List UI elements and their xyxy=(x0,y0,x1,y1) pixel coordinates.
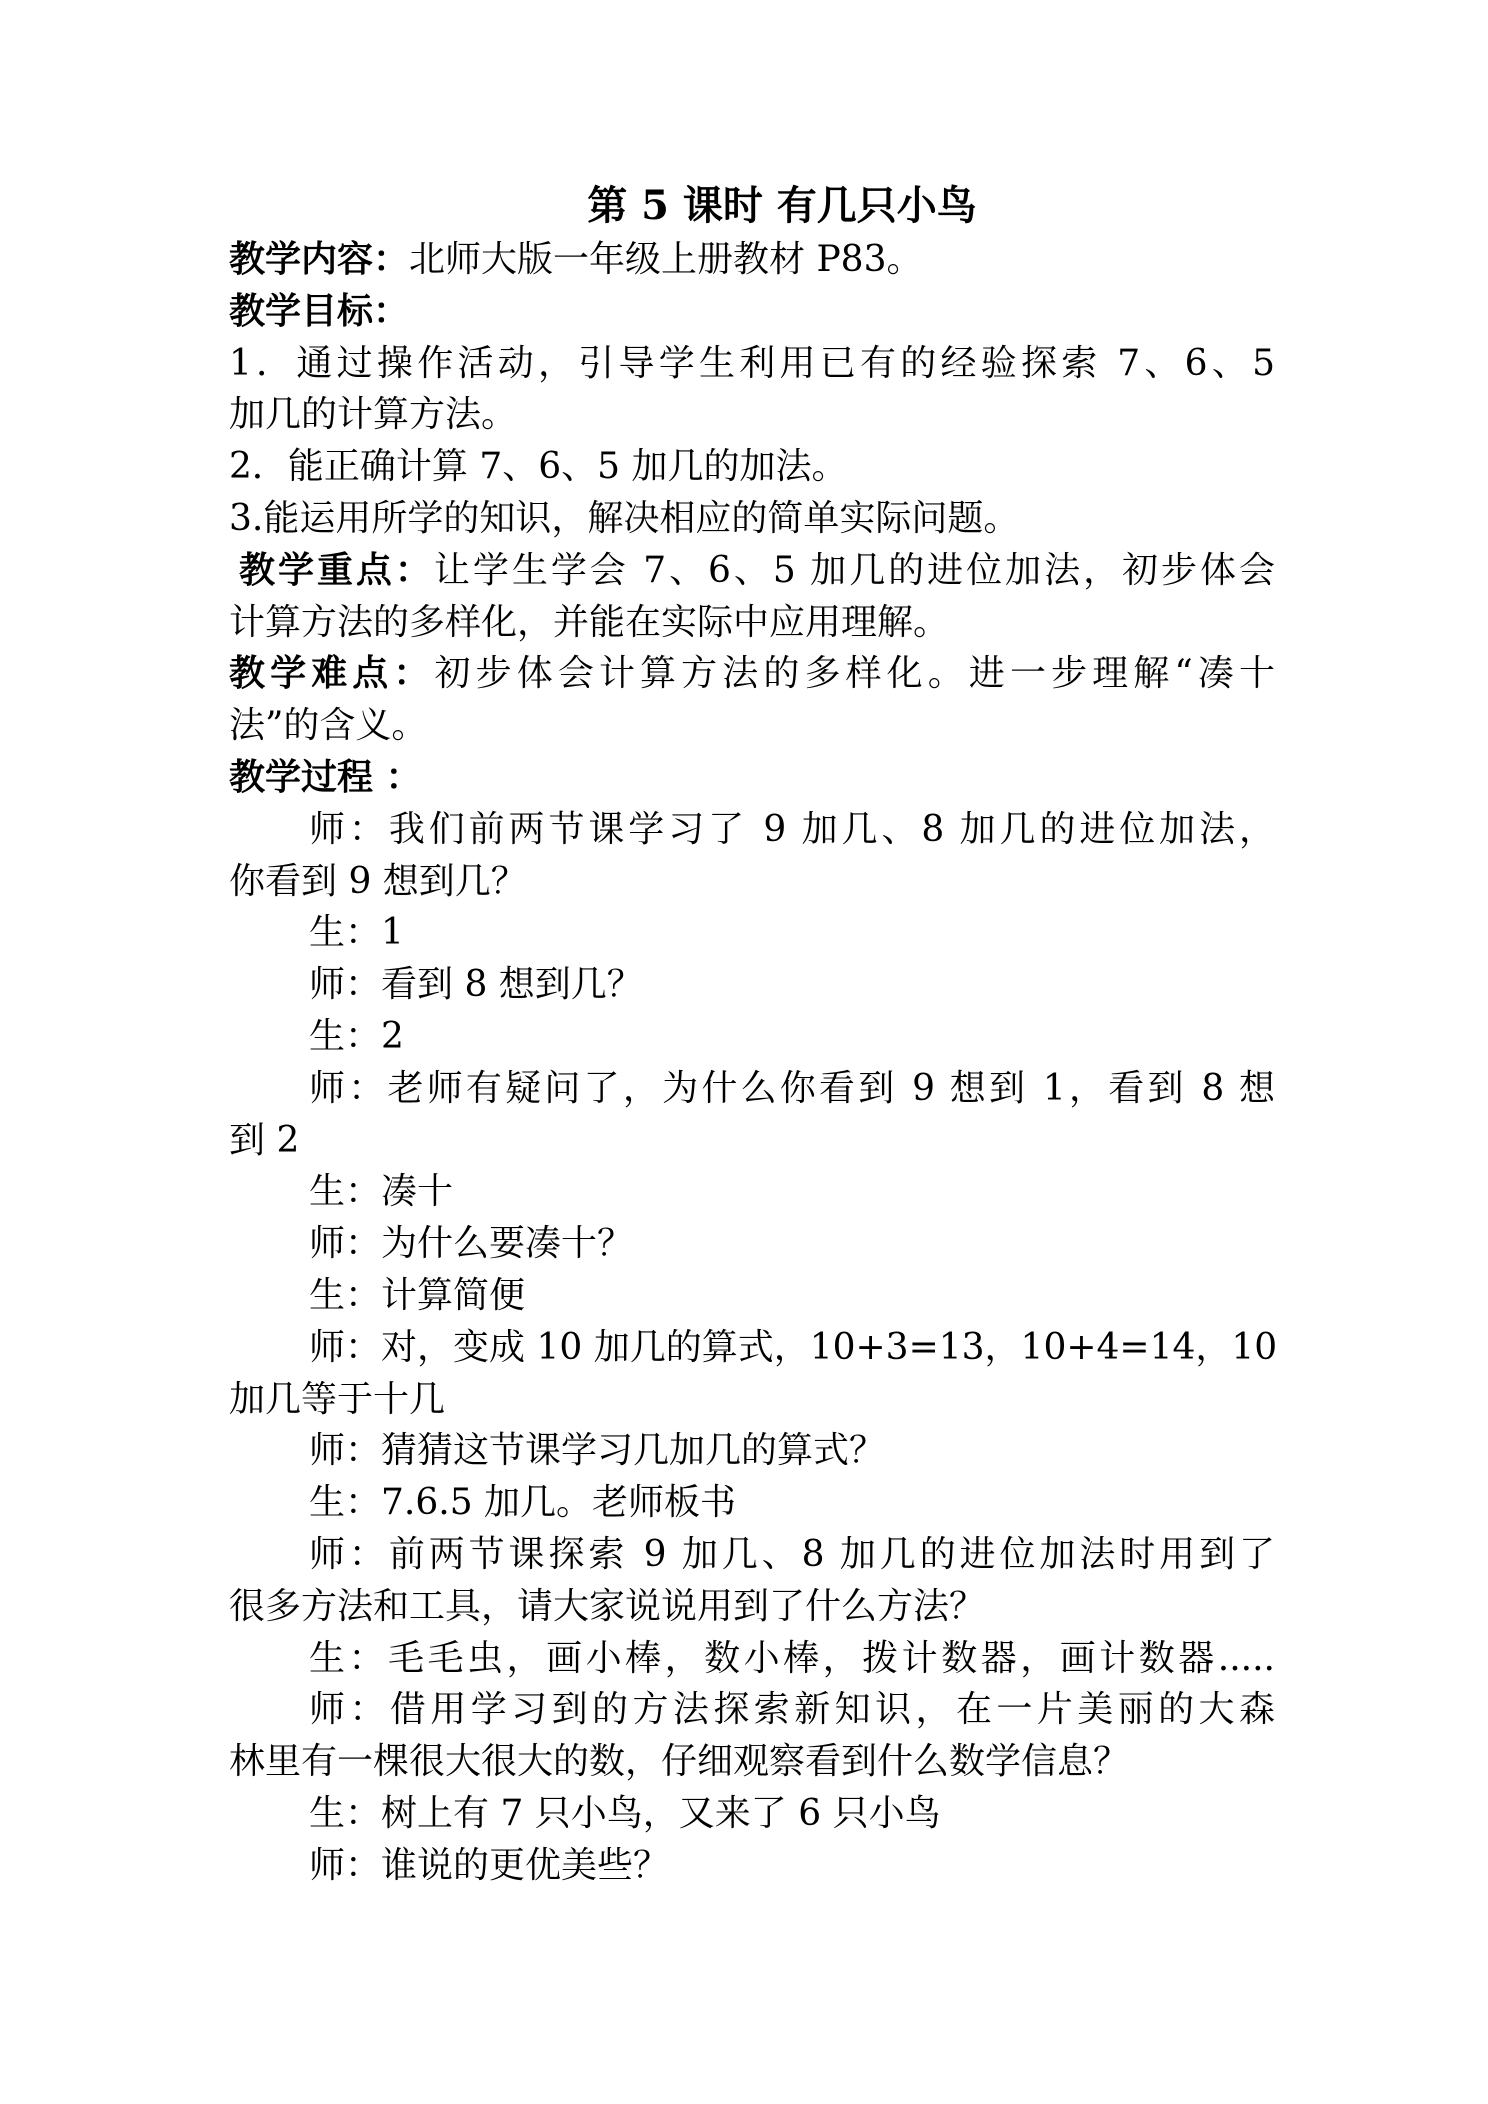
key-points-line-2: 计算方法的多样化，并能在实际中应用理解。 xyxy=(229,601,950,643)
difficulties-line-2: 法”的含义。 xyxy=(229,705,428,747)
dialogue-line: 师：对，变成 10 加几的算式，10+3=13，10+4=14，10 xyxy=(309,1326,1278,1368)
dialogue-line: 师：前两节课探索 9 加几、8 加几的进位加法时用到了 xyxy=(309,1533,1275,1575)
goals-label: 教学目标： xyxy=(229,289,410,332)
content-label: 教学内容： xyxy=(229,238,410,280)
content-line xyxy=(229,234,1275,286)
dialogue-line: 生：凑十 xyxy=(309,1171,454,1213)
dialogue-line: 师：看到 8 想到几？ xyxy=(309,964,643,1006)
dialogue-line: 加几等于十几 xyxy=(229,1378,446,1420)
difficulties-line-1 xyxy=(229,648,1275,700)
lesson-title: 第 5 课时 有几只小鸟 xyxy=(587,182,977,229)
dialogue-line: 你看到 9 想到几？ xyxy=(229,860,527,902)
difficulties-text-1: 初步体会计算方法的多样化。进一步理解“凑十 xyxy=(434,653,1275,695)
dialogue-line: 林里有一棵很大很大的数，仔细观察看到什么数学信息？ xyxy=(229,1741,1130,1783)
dialogue-line: 师：我们前两节课学习了 9 加几、8 加几的进位加法， xyxy=(309,808,1275,850)
dialogue-line: 生：1 xyxy=(309,912,404,954)
dialogue-line: 师：老师有疑问了，为什么你看到 9 想到 1，看到 8 想 xyxy=(309,1067,1275,1109)
content-text: 北师大版一年级上册教材 P83。 xyxy=(409,239,923,280)
difficulties-label: 教学难点： xyxy=(229,652,435,695)
dialogue-line: 师：谁说的更优美些？ xyxy=(309,1844,670,1886)
dialogue-line: 师：借用学习到的方法探索新知识，在一片美丽的大森 xyxy=(309,1689,1275,1731)
dialogue-line: 生：树上有 7 只小鸟，又来了 6 只小鸟 xyxy=(309,1792,941,1834)
document-page xyxy=(229,178,1278,1892)
goal-item-1-line-1: 1．通过操作活动，引导学生利用已有的经验探索 7、6、5 xyxy=(229,342,1275,384)
dialogue-line: 很多方法和工具，请大家说说用到了什么方法？ xyxy=(229,1585,986,1627)
process-label: 教学过程 ： xyxy=(229,755,422,798)
dialogue-line: 师：为什么要凑十？ xyxy=(309,1223,634,1265)
dialogue-line: 师：猜猜这节课学习几加几的算式？ xyxy=(309,1430,886,1472)
key-points-text-1: 让学生学会 7、6、5 加几的进位加法，初步体会 xyxy=(433,549,1275,591)
goal-item-3: 3.能运用所学的知识，解决相应的简单实际问题。 xyxy=(229,497,1020,539)
dialogue-line: 生：2 xyxy=(309,1015,404,1057)
dialogue-line: 到 2 xyxy=(229,1119,300,1161)
key-points-label: 教学重点： xyxy=(239,548,434,591)
goal-item-1-line-2: 加几的计算方法。 xyxy=(229,394,518,436)
dialogue-line: 生：7.6.5 加几。老师板书 xyxy=(309,1482,737,1524)
dialogue-line: 生：计算简便 xyxy=(309,1274,526,1316)
goal-item-2: 2．能正确计算 7、6、5 加几的加法。 xyxy=(229,446,848,488)
dialogue-line: 生：毛毛虫，画小棒，数小棒，拨计数器，画计数器..... xyxy=(309,1637,1275,1679)
key-points-line-1 xyxy=(229,545,1275,597)
